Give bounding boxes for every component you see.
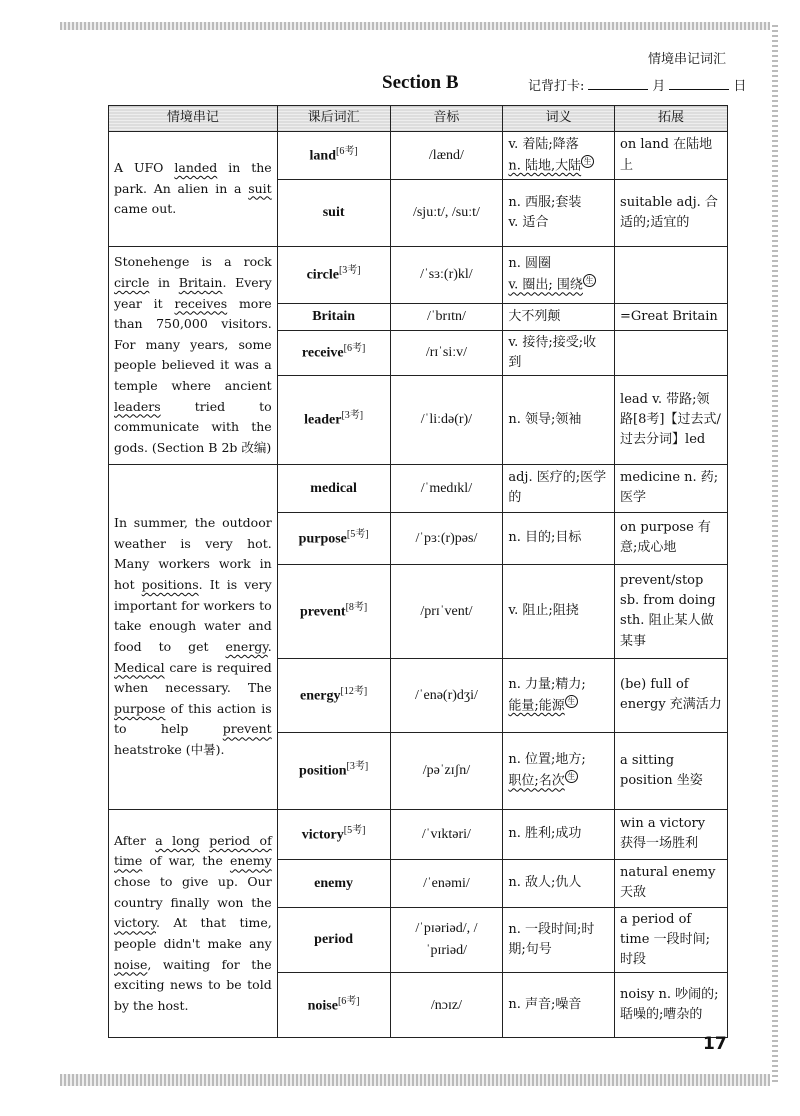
header-meaning: 词义	[503, 106, 615, 132]
exam-count-tag: [3考]	[341, 410, 364, 422]
key-word: leaders	[114, 398, 161, 414]
meaning-line	[508, 528, 609, 548]
meaning-cell	[503, 973, 615, 1038]
vocab-word: energy	[300, 688, 341, 704]
meaning-line	[508, 601, 609, 621]
meaning-text: v. 圈出; 围绕	[508, 277, 583, 293]
top-border-band	[60, 22, 770, 30]
phonetic: /ˈbrɪtn/	[390, 304, 503, 331]
meaning-text: n. 敌人;仇人	[508, 875, 582, 891]
vocab-word: suit	[322, 205, 345, 221]
extension: win a victory 获得一场胜利	[615, 809, 728, 859]
table-row	[109, 464, 728, 512]
exam-count-tag: [3考]	[346, 761, 369, 773]
extension: medicine n. 药;医学	[615, 464, 728, 512]
key-meaning-mark-icon: 生	[583, 274, 596, 287]
extension: suitable adj. 合适的;适宜的	[615, 180, 728, 247]
header-phonetic: 音标	[390, 106, 503, 132]
key-meaning-mark-icon: 生	[581, 155, 594, 168]
meaning-cell	[503, 732, 615, 809]
meaning-line	[508, 995, 609, 1015]
key-word: suit	[248, 180, 272, 196]
meaning-line	[508, 824, 609, 844]
header-word: 课后词汇	[277, 106, 390, 132]
meaning-text: n. 西服;套装	[508, 194, 582, 210]
phonetic: /ˈenə(r)dʒi/	[390, 658, 503, 732]
vocab-word: purpose	[298, 531, 347, 547]
extension: (be) full of energy 充满活力	[615, 658, 728, 732]
phonetic: /ˈsɜː(r)kl/	[390, 247, 503, 304]
table-header-row	[109, 106, 728, 132]
vocab-word: victory	[301, 827, 344, 843]
key-word: victory	[114, 915, 156, 931]
vocab-word-cell	[277, 330, 390, 375]
vocab-word: circle	[306, 267, 339, 283]
table-row	[109, 132, 728, 180]
extension: natural enemy 天敌	[615, 859, 728, 907]
phonetic: /ˈenəmi/	[390, 859, 503, 907]
vocab-word: medical	[310, 480, 357, 496]
meaning-text: v. 阻止;阻挠	[508, 603, 579, 619]
phonetic: /ˈmedɪkl/	[390, 464, 503, 512]
month-label: 月	[652, 79, 666, 94]
context-text: came out.	[114, 201, 177, 217]
meaning-text: 能量;能源	[508, 698, 565, 714]
meaning-text: n. 力量;精力;	[508, 676, 586, 692]
day-blank	[669, 89, 729, 90]
vocab-word-cell	[277, 809, 390, 859]
key-word: Medical	[114, 659, 165, 675]
context-passage	[109, 809, 278, 1037]
meaning-cell	[503, 247, 615, 304]
context-text: care is required when necessary. The	[114, 659, 272, 696]
extension: lead v. 带路;领路[8考]【过去式/过去分词】led	[615, 375, 728, 464]
context-text: in	[149, 274, 179, 290]
meaning-cell	[503, 464, 615, 512]
vocab-word: noise	[307, 998, 338, 1014]
vocab-word-cell	[277, 512, 390, 564]
meaning-cell	[503, 564, 615, 658]
vocab-word: enemy	[314, 875, 354, 891]
vocab-word-cell	[277, 304, 390, 331]
vocab-table	[108, 105, 728, 1038]
day-label: 日	[733, 79, 747, 94]
vocab-word-cell	[277, 973, 390, 1038]
exam-count-tag: [6考]	[337, 995, 360, 1007]
meaning-line	[508, 333, 609, 373]
key-word: purpose	[114, 700, 166, 716]
vocab-word: Britain	[312, 309, 355, 324]
vocab-word-cell	[277, 564, 390, 658]
vocab-word-cell	[277, 132, 390, 180]
context-text: .	[267, 638, 272, 654]
meaning-line	[508, 675, 609, 695]
meaning-cell	[503, 132, 615, 180]
meaning-text: 职位;名次	[508, 773, 565, 789]
meaning-line	[508, 750, 609, 770]
meaning-line	[508, 155, 609, 176]
meaning-text: n. 胜利;成功	[508, 826, 582, 842]
header-extension: 拓展	[615, 106, 728, 132]
running-head: 情境串记词汇	[648, 52, 727, 67]
key-meaning-mark-icon: 生	[565, 770, 578, 783]
context-passage	[109, 247, 278, 465]
meaning-line	[508, 135, 609, 155]
vocab-word-cell	[277, 907, 390, 972]
side-border-band	[772, 22, 778, 1082]
extension: a period of time 一段时间;时段	[615, 907, 728, 972]
meaning-line	[508, 254, 609, 274]
key-word: a long	[155, 832, 200, 848]
meaning-cell	[503, 375, 615, 464]
context-text	[200, 833, 209, 848]
exam-count-tag: [6考]	[336, 145, 358, 157]
key-word: Britain	[178, 274, 223, 290]
meaning-cell	[503, 859, 615, 907]
context-text: in the park. An alien in a	[114, 160, 272, 196]
meaning-text: n. 一段时间;时期;句号	[508, 922, 595, 958]
meaning-line	[508, 695, 609, 716]
vocab-word: land	[309, 148, 336, 164]
phonetic: /pəˈzɪʃn/	[390, 732, 503, 809]
extension	[615, 330, 728, 375]
checkin-label: 记背打卡:	[528, 79, 585, 94]
context-text: In summer, the outdoor weather is very hot. Many workers work in hot	[114, 515, 272, 593]
phonetic: /ˈliːdə(r)/	[390, 375, 503, 464]
meaning-line	[508, 468, 609, 508]
meaning-text: n. 陆地,大陆	[508, 158, 582, 174]
table-row	[109, 809, 728, 859]
bottom-border-band	[60, 1074, 770, 1086]
meaning-line	[508, 193, 609, 213]
context-text: heatstroke (中暑).	[114, 742, 225, 758]
context-text: of this action is to help	[114, 700, 272, 737]
phonetic: /lænd/	[390, 132, 503, 180]
phonetic: /ˈvɪktəri/	[390, 809, 503, 859]
context-text: . Every year it	[114, 274, 272, 311]
exam-count-tag: [3考]	[338, 265, 361, 277]
meaning-text: n. 声音;噪音	[508, 997, 582, 1013]
phonetic: /prɪˈvent/	[390, 564, 503, 658]
vocab-word: prevent	[299, 604, 346, 620]
exam-count-tag: [8考]	[345, 601, 368, 613]
context-text: Stonehenge is a rock	[114, 254, 272, 270]
meaning-text: n. 领导;领袖	[508, 411, 582, 427]
key-word: noise	[114, 956, 148, 972]
extension	[615, 247, 728, 304]
page-number: 17	[703, 1034, 727, 1054]
vocab-word: leader	[304, 412, 342, 428]
meaning-line	[508, 274, 609, 295]
phonetic: /ˈpɪəriəd/, /ˈpɪriəd/	[390, 907, 503, 972]
meaning-cell	[503, 809, 615, 859]
context-text: A UFO	[114, 160, 175, 176]
context-text: . It is very important for workers to take enough water and food to get	[114, 577, 272, 654]
key-word: landed	[174, 160, 218, 176]
meaning-cell	[503, 907, 615, 972]
extension: on purpose 有意;成心地	[615, 512, 728, 564]
exam-count-tag: [6考]	[343, 343, 366, 355]
context-text: chose to give up. Our country finally won the	[114, 874, 272, 910]
meaning-line	[508, 410, 609, 430]
vocab-word: period	[314, 932, 354, 948]
extension: on land 在陆地上	[615, 132, 728, 180]
context-passage	[109, 132, 278, 247]
key-word: energy	[225, 638, 268, 654]
meaning-cell	[503, 658, 615, 732]
meaning-line	[508, 873, 609, 893]
context-text: of war, the	[142, 853, 230, 869]
context-text: After	[114, 832, 156, 848]
meaning-line	[508, 307, 609, 327]
section-title: Section B	[382, 72, 459, 93]
key-word: positions	[141, 577, 199, 593]
exam-count-tag: [5考]	[346, 528, 369, 540]
meaning-text: v. 着陆;降落	[508, 136, 579, 152]
phonetic: /nɔɪz/	[390, 973, 503, 1038]
context-text: . At that time, people didn't make any	[114, 915, 272, 951]
key-word: prevent	[222, 721, 272, 737]
meaning-line	[508, 770, 609, 791]
meaning-cell	[503, 304, 615, 331]
key-word: period of time	[114, 832, 272, 869]
exam-count-tag: [12考]	[340, 685, 368, 697]
meaning-text: v. 适合	[508, 215, 549, 230]
meaning-text: v. 接待;接受;收到	[508, 334, 597, 370]
vocab-word-cell	[277, 375, 390, 464]
meaning-text: n. 位置;地方;	[508, 752, 586, 768]
meaning-cell	[503, 512, 615, 564]
key-word: enemy	[229, 853, 272, 869]
vocab-word-cell	[277, 247, 390, 304]
vocab-word-cell	[277, 464, 390, 512]
vocab-word-cell	[277, 658, 390, 732]
extension: noisy n. 吵闹的;聒噪的;嘈杂的	[615, 973, 728, 1038]
meaning-line	[508, 920, 609, 960]
vocab-word-cell	[277, 732, 390, 809]
meaning-text: adj. 医疗的;医学的	[508, 470, 607, 506]
meaning-line	[508, 213, 609, 233]
key-word: circle	[114, 274, 150, 290]
context-text: , waiting for the exciting news to be told by the host.	[114, 956, 272, 1013]
phonetic: /rɪˈsiːv/	[390, 330, 503, 375]
month-blank	[588, 89, 648, 90]
context-text: more than 750,000 visitors. For many years, some people believed it was a temple where ancient	[114, 295, 272, 394]
checkin-line	[528, 75, 746, 94]
vocab-word: position	[299, 763, 347, 779]
exam-count-tag: [5考]	[343, 824, 366, 836]
table-row	[109, 247, 728, 304]
meaning-cell	[503, 330, 615, 375]
phonetic: /sjuːt/, /suːt/	[390, 180, 503, 247]
vocab-word-cell	[277, 859, 390, 907]
header-context: 情境串记	[109, 106, 278, 132]
context-passage	[109, 464, 278, 809]
extension: =Great Britain	[615, 304, 728, 331]
meaning-cell	[503, 180, 615, 247]
key-word: receives	[174, 295, 228, 311]
meaning-text: n. 圆圈	[508, 256, 551, 272]
extension: prevent/stop sb. from doing sth. 阻止某人做某事	[615, 564, 728, 658]
meaning-text: n. 目的;目标	[508, 530, 582, 546]
extension: a sitting position 坐姿	[615, 732, 728, 809]
vocab-word-cell	[277, 180, 390, 247]
vocab-word: receive	[301, 345, 344, 361]
context-text: tried to communicate with the gods. (Section B 2b 改编)	[114, 398, 272, 455]
phonetic: /ˈpɜː(r)pəs/	[390, 512, 503, 564]
meaning-text: 大不列颠	[508, 308, 561, 324]
key-meaning-mark-icon: 生	[565, 695, 578, 708]
